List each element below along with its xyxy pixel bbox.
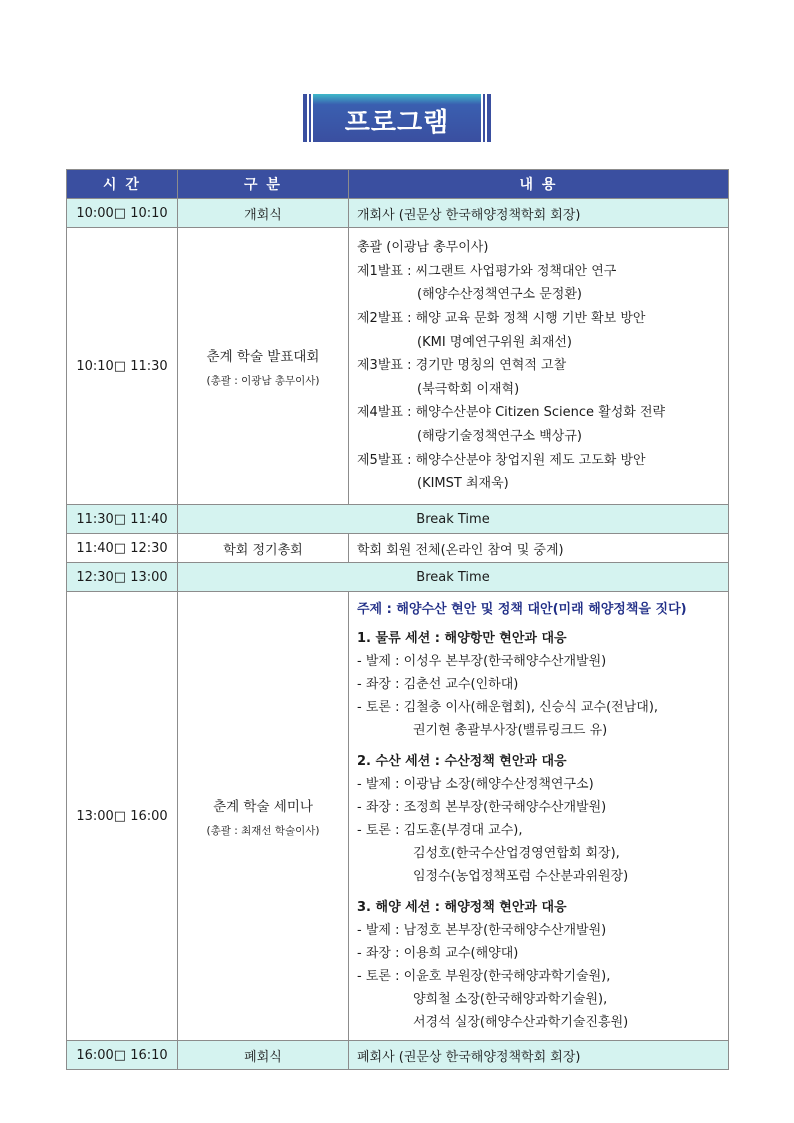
time-cell: 13:00□ 16:00 (67, 592, 178, 1041)
list-item: (KMI 명예연구위원 최재선) (417, 334, 573, 350)
list-item: - 좌장 : 이용희 교수(해양대) (357, 946, 519, 961)
list-item: (KIMST 최재욱) (417, 476, 509, 492)
list-item: 제5발표 : 해양수산분야 창업지원 제도 고도화 방안 (357, 452, 646, 468)
list-item: - 좌장 : 김춘선 교수(인하대) (357, 677, 519, 692)
break-cell: Break Time (178, 505, 729, 534)
session-title: 3. 해양 세션 : 해양정책 현안과 대응 (357, 900, 567, 915)
list-item: (북극학회 이재혁) (417, 381, 520, 397)
table-row-opening (67, 199, 729, 228)
table-row-break-2 (67, 563, 729, 592)
list-item: 김성호(한국수산업경영연합회 회장), (413, 846, 620, 861)
category-title: 춘계 학술 발표대회 (206, 348, 320, 365)
list-item: - 발제 : 남정호 본부장(한국해양수산개발원) (357, 923, 607, 938)
list-item: - 발제 : 이광남 소장(해양수산정책연구소) (357, 777, 594, 792)
title-box (313, 94, 481, 142)
table-row-break-1 (67, 505, 729, 534)
list-item: 제2발표 : 해양 교육 문화 정책 시행 기반 확보 방안 (357, 311, 646, 327)
table-row-seminar (67, 592, 729, 1041)
list-item: (해랑기술정책연구소 백상규) (417, 428, 582, 444)
content-cell (349, 592, 729, 1041)
seminar-content (349, 592, 728, 1040)
title-banner (303, 94, 491, 142)
list-item: - 토론 : 김철충 이사(해운협회), 신승식 교수(전남대), (357, 700, 659, 715)
time-cell: 10:00□ 10:10 (67, 199, 178, 228)
page-title: 프로그램 (344, 108, 450, 138)
content-text: 개회사 (권문상 한국해양정책학회 회장) (357, 207, 581, 223)
content-cell (349, 534, 729, 563)
category-cell (178, 592, 349, 1041)
presentation-list (349, 230, 728, 502)
time-cell: 11:30□ 11:40 (67, 505, 178, 534)
content-cell (349, 1041, 729, 1070)
title-decor-left (303, 94, 307, 142)
break-cell: Break Time (178, 563, 729, 592)
list-item: - 발제 : 이성우 본부장(한국해양수산개발원) (357, 654, 607, 669)
time-cell: 12:30□ 13:00 (67, 563, 178, 592)
title-decor-right-thin (483, 94, 485, 142)
content-text: 학회 회원 전체(온라인 참여 및 중계) (357, 542, 564, 558)
table-row-general-meeting (67, 534, 729, 563)
program-table (66, 169, 729, 1070)
content-cell (349, 228, 729, 505)
session-title: 1. 물류 세션 : 해양항만 현안과 대응 (357, 631, 567, 646)
time-cell: 16:00□ 16:10 (67, 1041, 178, 1070)
list-item: - 토론 : 이윤호 부원장(한국해양과학기술원), (357, 969, 611, 984)
content-cell (349, 199, 729, 228)
list-item: - 토론 : 김도훈(부경대 교수), (357, 823, 523, 838)
header-content: 내 용 (349, 170, 729, 199)
category-cell: 개회식 (178, 199, 349, 228)
category-title: 춘계 학술 세미나 (213, 798, 313, 815)
list-item: 양희철 소장(한국해양과학기술원), (413, 992, 608, 1007)
list-item: 서경석 실장(해양수산과학기술진흥원) (413, 1015, 629, 1030)
seminar-theme: 주제 : 해양수산 현안 및 정책 대안(미래 해양정책을 짓다) (357, 602, 687, 617)
list-item: - 좌장 : 조정희 본부장(한국해양수산개발원) (357, 800, 607, 815)
list-item: 권기현 총괄부사장(밸류링크드 유) (413, 723, 608, 738)
list-item: 총괄 (이광남 총무이사) (357, 240, 489, 256)
list-item: 제3발표 : 경기만 명칭의 연혁적 고찰 (357, 358, 567, 374)
table-header-row (67, 170, 729, 199)
table-row-presentations (67, 228, 729, 505)
header-time: 시 간 (67, 170, 178, 199)
title-decor-left-thin (309, 94, 311, 142)
time-cell: 10:10□ 11:30 (67, 228, 178, 505)
category-cell: 학회 정기총회 (178, 534, 349, 563)
category-subtitle: (총괄 : 최재선 학술이사) (206, 824, 320, 837)
content-text: 폐회사 (권문상 한국해양정책학회 회장) (357, 1049, 581, 1065)
category-subtitle: (총괄 : 이광남 총무이사) (206, 374, 320, 387)
title-decor-right (487, 94, 491, 142)
list-item: 제4발표 : 해양수산분야 Citizen Science 활성화 전략 (357, 405, 666, 421)
time-cell: 11:40□ 12:30 (67, 534, 178, 563)
list-item: (해양수산정책연구소 문정환) (417, 287, 582, 303)
table-row-closing (67, 1041, 729, 1070)
list-item: 임정수(농업정책포럼 수산분과위원장) (413, 869, 629, 884)
session-title: 2. 수산 세션 : 수산정책 현안과 대응 (357, 754, 567, 769)
category-cell (178, 228, 349, 505)
category-cell: 폐회식 (178, 1041, 349, 1070)
header-category: 구 분 (178, 170, 349, 199)
list-item: 제1발표 : 씨그랜트 사업평가와 정책대안 연구 (357, 263, 617, 279)
